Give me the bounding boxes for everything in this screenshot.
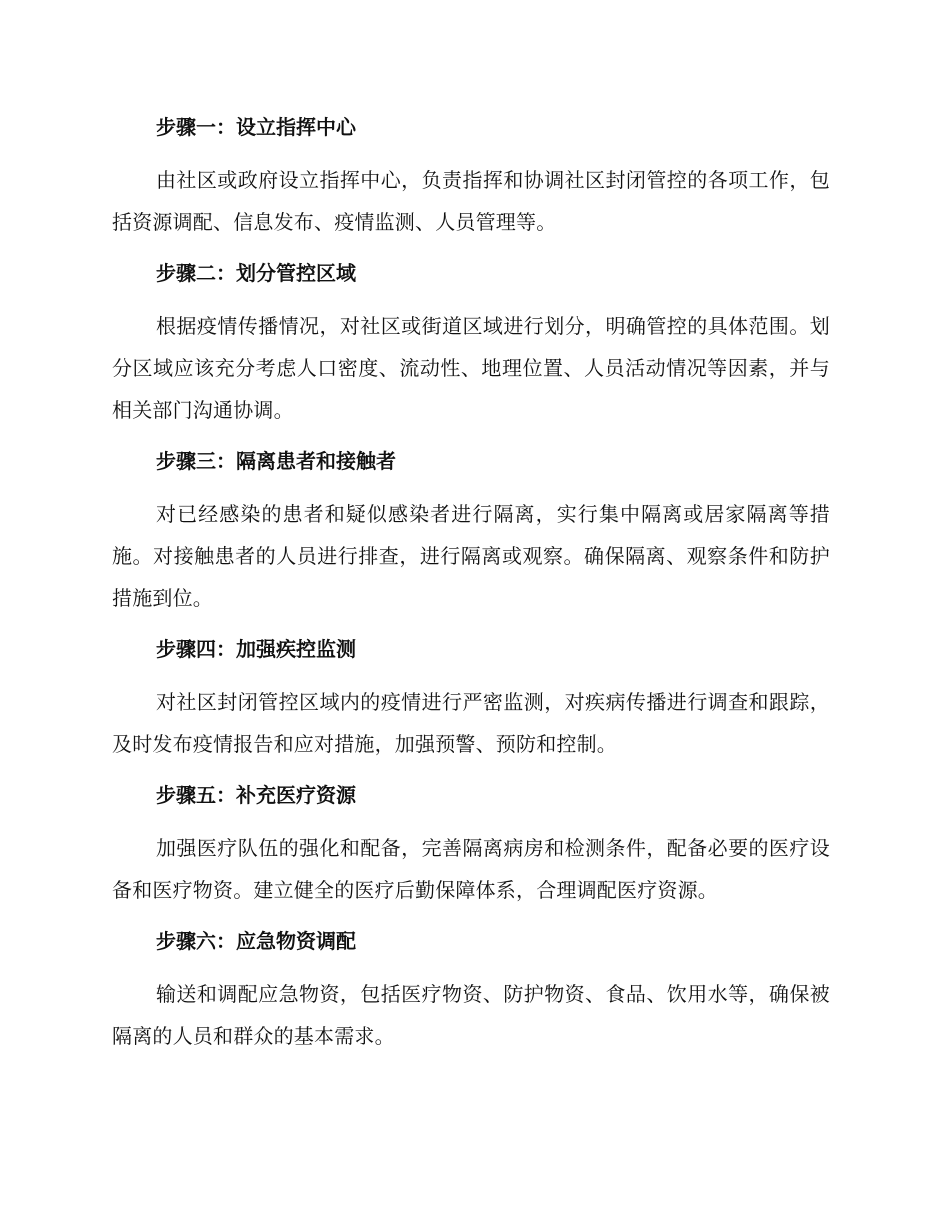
step-section-4 (112, 629, 830, 765)
step-paragraph: 对社区封闭管控区域内的疫情进行严密监测，对疾病传播进行调查和跟踪，及时发布疫情报告和应对措施，加强预警、预防和控制。 (112, 690, 830, 756)
step-heading: 步骤三：隔离患者和接触者 (156, 449, 396, 473)
step-heading: 步骤五：补充医疗资源 (156, 783, 356, 807)
step-paragraph: 由社区或政府设立指挥中心，负责指挥和协调社区封闭管控的各项工作，包括资源调配、信息发布、疫情监测、人员管理等。 (112, 168, 830, 234)
step-paragraph: 加强医疗队伍的强化和配备，完善隔离病房和检测条件，配备必要的医疗设备和医疗物资。建立健全的医疗后勤保障体系，合理调配医疗资源。 (112, 836, 830, 902)
step-heading: 步骤四：加强疾控监测 (156, 637, 356, 661)
step-paragraph: 输送和调配应急物资，包括医疗物资、防护物资、食品、饮用水等，确保被隔离的人员和群众的基本需求。 (112, 982, 830, 1048)
step-heading: 步骤六：应急物资调配 (156, 929, 356, 953)
step-section-1 (112, 107, 830, 243)
step-heading: 步骤二：划分管控区域 (156, 261, 356, 285)
step-section-5 (112, 775, 830, 911)
step-section-3 (112, 441, 830, 619)
step-section-6 (112, 921, 830, 1057)
step-section-2 (112, 253, 830, 431)
step-heading: 步骤一：设立指挥中心 (156, 115, 356, 139)
step-paragraph: 对已经感染的患者和疑似感染者进行隔离，实行集中隔离或居家隔离等措施。对接触患者的人员进行排查，进行隔离或观察。确保隔离、观察条件和防护措施到位。 (112, 502, 830, 610)
document-page (112, 107, 830, 1067)
step-paragraph: 根据疫情传播情况，对社区或街道区域进行划分，明确管控的具体范围。划分区域应该充分考虑人口密度、流动性、地理位置、人员活动情况等因素，并与相关部门沟通协调。 (112, 314, 830, 422)
